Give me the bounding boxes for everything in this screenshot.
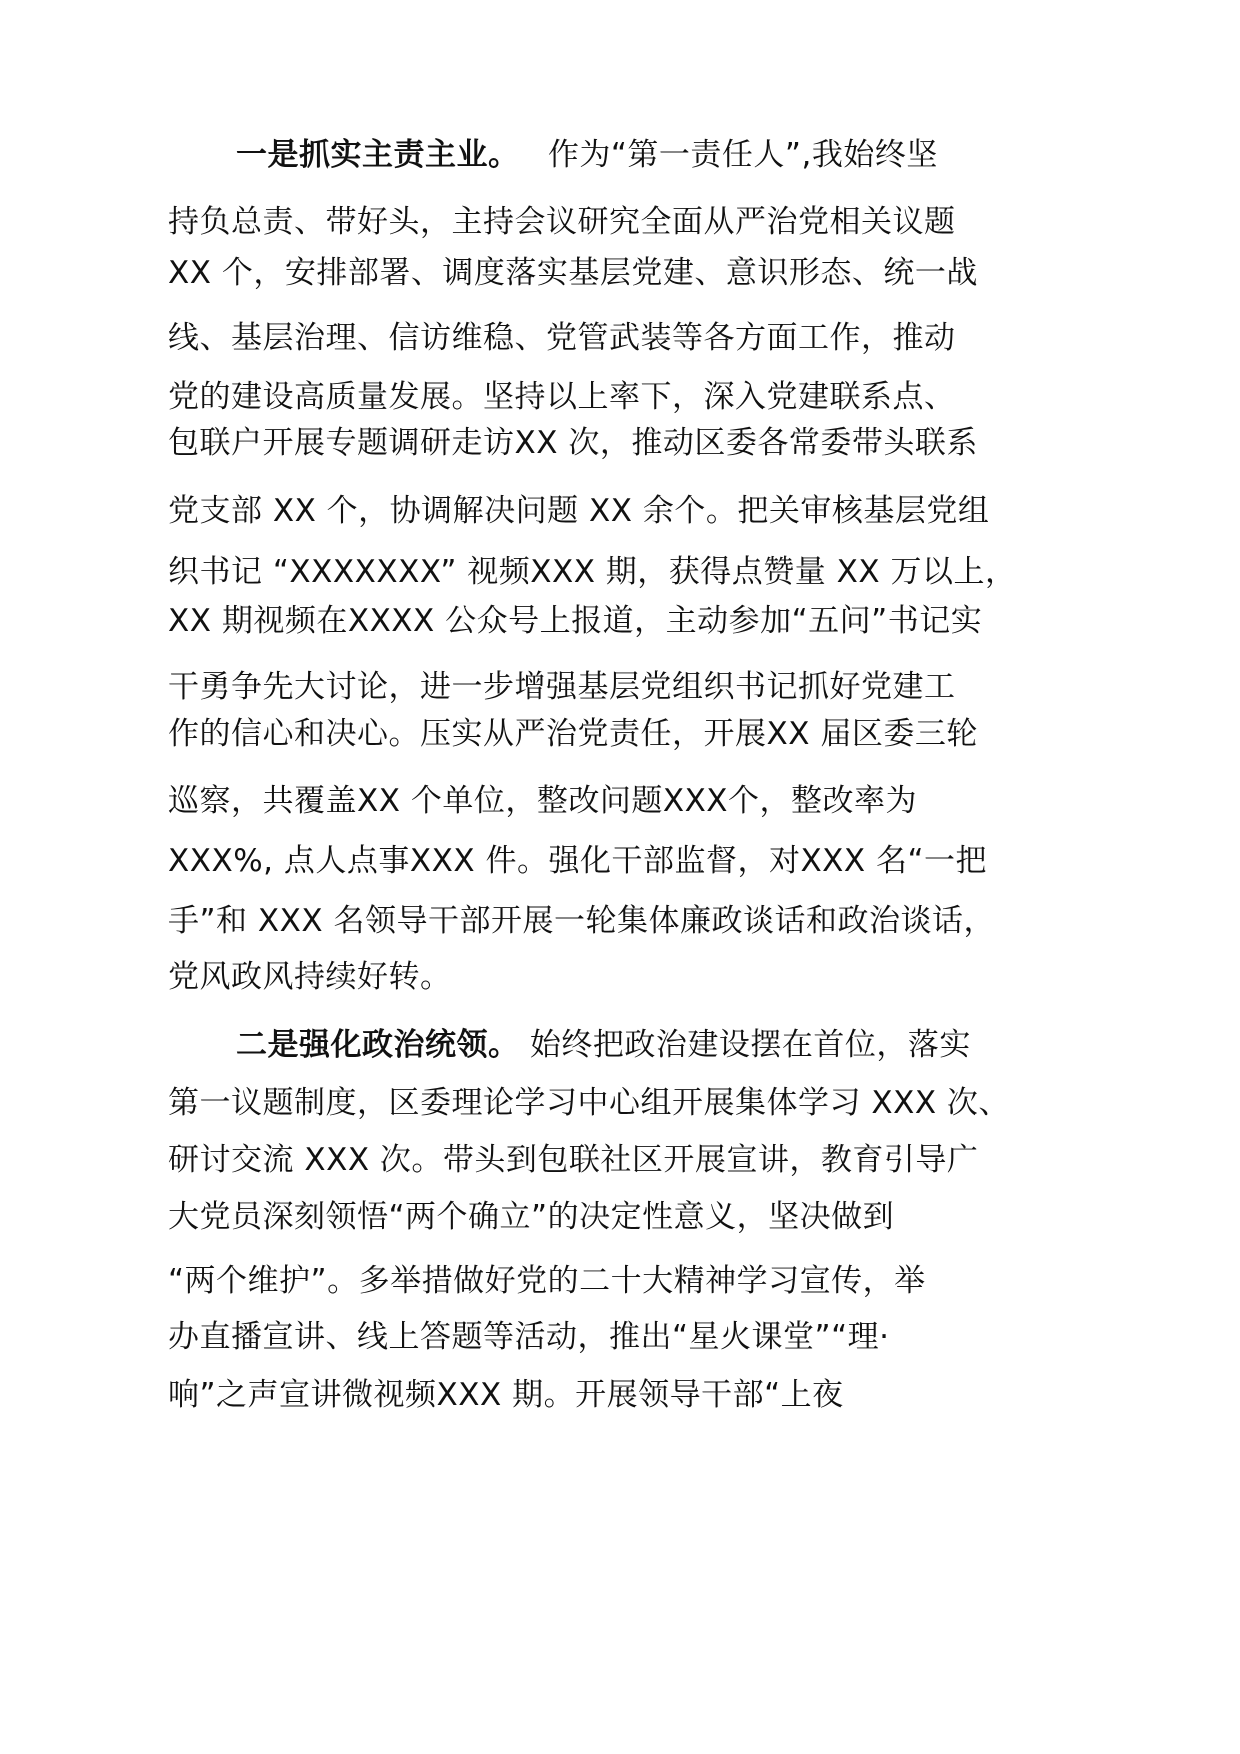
paragraph-1-line-11: 作的信心和决心。压实从严治党责任，开展XX 届区委三轮 [168,716,978,752]
paragraph-1-line-3: XX 个，安排部署、调度落实基层党建、意识形态、统一战 [168,255,978,291]
paragraph-1-line-2: 持负总责、带好头，主持会议研究全面从严治党相关议题 [168,204,956,240]
paragraph-1-line-1 [236,136,938,174]
paragraph-2-line-4: 大党员深刻领悟“两个确立”的决定性意义，坚决做到 [168,1199,895,1235]
paragraph-1-line-14: 手”和 XXX 名领导干部开展一轮集体廉政谈话和政治谈话， [168,903,995,939]
paragraph-1-line-1-text: 作为“第一责任人”,我始终坚 [547,137,938,173]
paragraph-1-line-15: 党风政风持续好转。 [168,959,452,995]
paragraph-1-line-8: 织书记 “XXXXXXX” 视频XXX 期，获得点赞量 XX 万以上， [168,554,1017,590]
paragraph-2-lead: 二是强化政治统领。 [236,1027,520,1063]
paragraph-1-line-13: XXX%, 点人点事XXX 件。强化干部监督，对XXX 名“一把 [168,843,988,879]
paragraph-1-line-6: 包联户开展专题调研走访XX 次，推动区委各常委带头联系 [168,425,978,461]
paragraph-1-line-9: XX 期视频在XXXX 公众号上报道，主动参加“五问”书记实 [168,603,983,639]
paragraph-1-line-4: 线、基层治理、信访维稳、党管武装等各方面工作，推动 [168,320,956,356]
paragraph-1-line-7: 党支部 XX 个，协调解决问题 XX 余个。把关审核基层党组 [168,493,990,529]
paragraph-1-line-5: 党的建设高质量发展。坚持以上率下，深入党建联系点、 [168,379,956,415]
paragraph-2-line-2: 第一议题制度，区委理论学习中心组开展集体学习 XXX 次、 [168,1085,1010,1121]
paragraph-2-line-7: 响”之声宣讲微视频XXX 期。开展领导干部“上夜 [168,1377,844,1413]
paragraph-2-line-6: 办直播宣讲、线上答题等活动，推出“星火课堂”“理· [168,1319,890,1355]
paragraph-2-line-5: “两个维护”。多举措做好党的二十大精神学习宣传，举 [168,1263,926,1299]
paragraph-2-line-1 [236,1026,971,1064]
paragraph-1-lead: 一是抓实主责主业。 [236,137,520,173]
paragraph-2-line-1-text: 始终把政治建设摆在首位，落实 [529,1027,971,1063]
paragraph-1-line-12: 巡察，共覆盖XX 个单位，整改问题XXX个，整改率为 [168,783,918,819]
paragraph-1-line-10: 干勇争先大讨论，进一步增强基层党组织书记抓好党建工 [168,669,956,705]
paragraph-2-line-3: 研讨交流 XXX 次。带头到包联社区开展宣讲，教育引导广 [168,1142,979,1178]
